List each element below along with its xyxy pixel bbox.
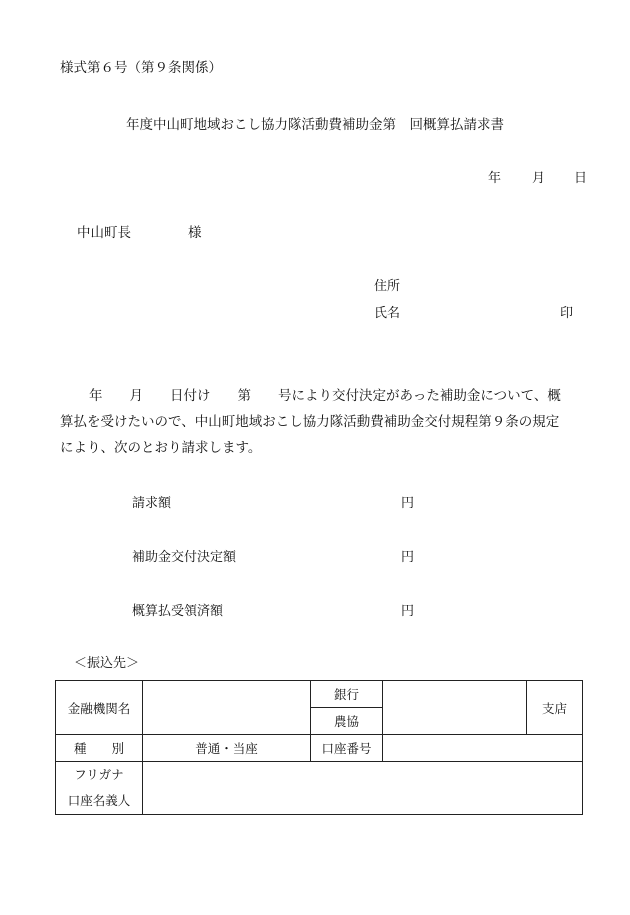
addressee-name: 中山町長 [77, 225, 131, 241]
account-type-value: 普通・当座 [143, 735, 311, 762]
bank-option: 銀行 [311, 681, 383, 708]
bank-transfer-table [55, 680, 583, 815]
amount-unit-received: 円 [401, 604, 415, 619]
institution-label: 金融機関名 [56, 681, 143, 735]
addressee-honorific: 様 [188, 225, 202, 241]
address-label: 住所 [374, 279, 401, 294]
branch-name-field[interactable] [383, 681, 527, 735]
holder-label-cell [56, 762, 143, 815]
account-number-label: 口座番号 [311, 735, 383, 762]
institution-name-field[interactable] [143, 681, 311, 735]
furigana-label: フリガナ [74, 767, 124, 782]
holder-name-field[interactable] [143, 762, 583, 815]
body-line-2: 算払を受けたいので、中山町地域おこし協力隊活動費補助金交付規程第９条の規定 [60, 414, 560, 430]
document-title: 年度中山町地域おこし協力隊活動費補助金第 回概算払請求書 [126, 117, 504, 133]
date-year: 年 [488, 171, 502, 186]
form-number: 様式第６号（第９条関係） [60, 60, 222, 76]
date-day: 日 [574, 171, 588, 186]
request-body [60, 383, 588, 461]
amount-label-request: 請求額 [132, 496, 172, 511]
amount-label-received: 概算払受領済額 [132, 604, 224, 619]
date-month: 月 [532, 171, 546, 186]
holder-label: 口座名義人 [67, 793, 131, 808]
amount-unit-request: 円 [401, 496, 415, 511]
account-type-label: 種 別 [56, 735, 143, 762]
body-line-3: により、次のとおり請求します。 [60, 440, 262, 456]
account-number-field[interactable] [383, 735, 583, 762]
branch-label: 支店 [527, 681, 583, 735]
agri-coop-option: 農協 [311, 708, 383, 735]
name-label: 氏名 [374, 306, 401, 321]
amount-unit-decision: 円 [401, 550, 415, 565]
body-line-1: 年 月 日付け 第 号により交付決定があった補助金について、概 [89, 388, 561, 404]
transfer-heading: ＜振込先＞ [74, 656, 140, 671]
seal-mark: 印 [560, 306, 574, 321]
amount-label-decision: 補助金交付決定額 [132, 550, 237, 565]
